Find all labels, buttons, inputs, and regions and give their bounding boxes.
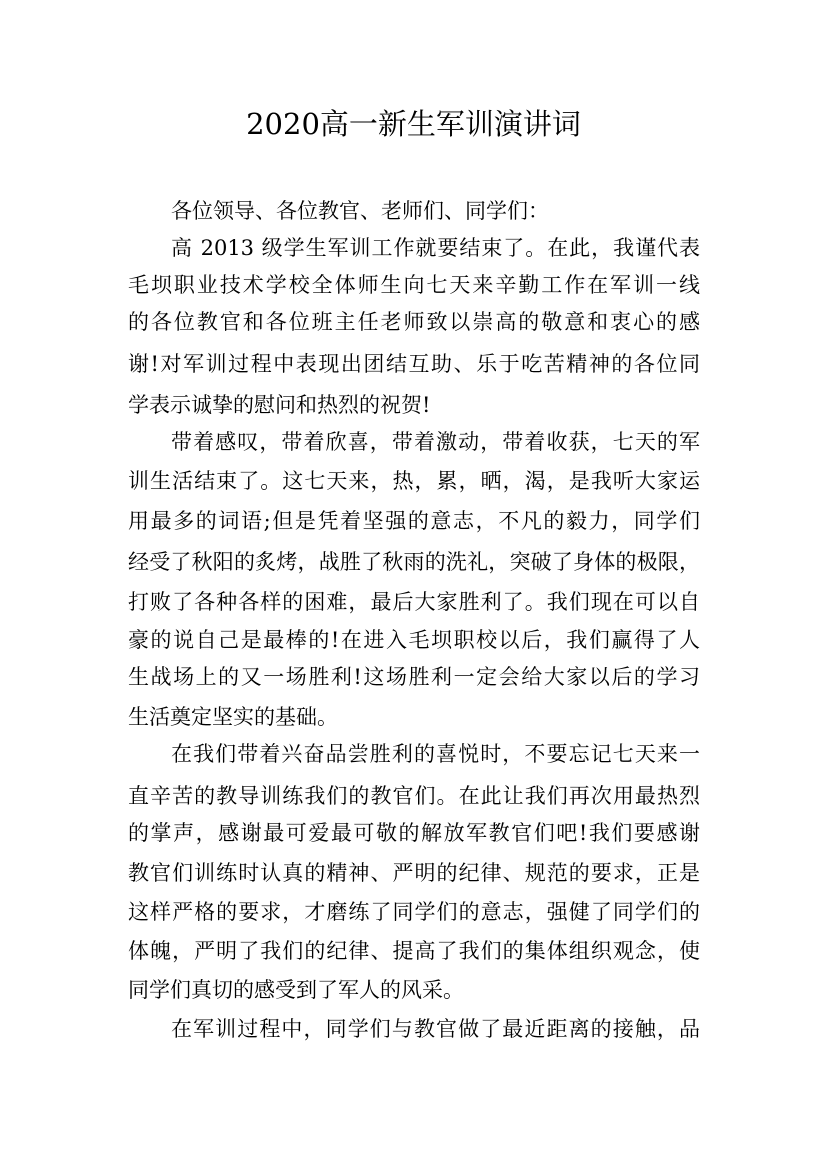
paragraph-line: 直辛苦的教导训练我们的教官们。在此让我们再次用最热烈: [128, 784, 700, 808]
paragraph-line: 这样严格的要求，才磨练了同学们的意志，强健了同学们的: [128, 900, 700, 924]
paragraph-line: 教官们训练时认真的精神、严明的纪律、规范的要求，正是: [128, 861, 700, 885]
document-title: 2020高一新生军训演讲词: [246, 107, 581, 141]
paragraph-line: 豪的说自己是最棒的!在进入毛坝职校以后，我们赢得了人: [128, 628, 700, 652]
paragraph-line: 生活奠定坚实的基础。: [128, 705, 338, 729]
paragraph-line: 打败了各种各样的困难，最后大家胜利了。我们现在可以自: [128, 590, 700, 614]
paragraph-line: 的各位教官和各位班主任老师致以崇高的敬意和衷心的感: [128, 310, 700, 334]
paragraph-line: 同学们真切的感受到了军人的风采。: [128, 978, 464, 1002]
paragraph-line: 学表示诚挚的慰问和热烈的祝贺!: [128, 393, 431, 417]
paragraph-line: 高 2013 级学生军训工作就要结束了。在此，我谨代表: [171, 236, 700, 260]
paragraph-line: 的掌声，感谢最可爱最可敬的解放军教官们吧!我们要感谢: [128, 821, 700, 845]
paragraph-line: 在我们带着兴奋品尝胜利的喜悦时，不要忘记七天来一: [171, 742, 700, 766]
paragraph-line: 带着感叹，带着欣喜，带着激动，带着收获，七天的军: [171, 430, 700, 454]
paragraph-line: 谢!对军训过程中表现出团结互助、乐于吃苦精神的各位同: [128, 352, 700, 376]
paragraph-line: 在军训过程中，同学们与教官做了最近距离的接触，品: [171, 1017, 700, 1041]
paragraph-line: 训生活结束了。这七天来，热，累，晒，渴，是我听大家运: [128, 469, 700, 493]
paragraph-line: 毛坝职业技术学校全体师生向七天来辛勤工作在军训一线: [128, 273, 700, 297]
paragraph-line: 经受了秋阳的炙烤，战胜了秋雨的洗礼，突破了身体的极限，: [128, 550, 700, 574]
paragraph-line: 生战场上的又一场胜利!这场胜利一定会给大家以后的学习: [128, 665, 700, 689]
paragraph-line: 用最多的词语;但是凭着坚强的意志，不凡的毅力，同学们: [128, 509, 700, 533]
salutation-line: 各位领导、各位教官、老师们、同学们：: [171, 199, 549, 223]
paragraph-line: 体魄，严明了我们的纪律、提高了我们的集体组织观念，使: [128, 939, 700, 963]
